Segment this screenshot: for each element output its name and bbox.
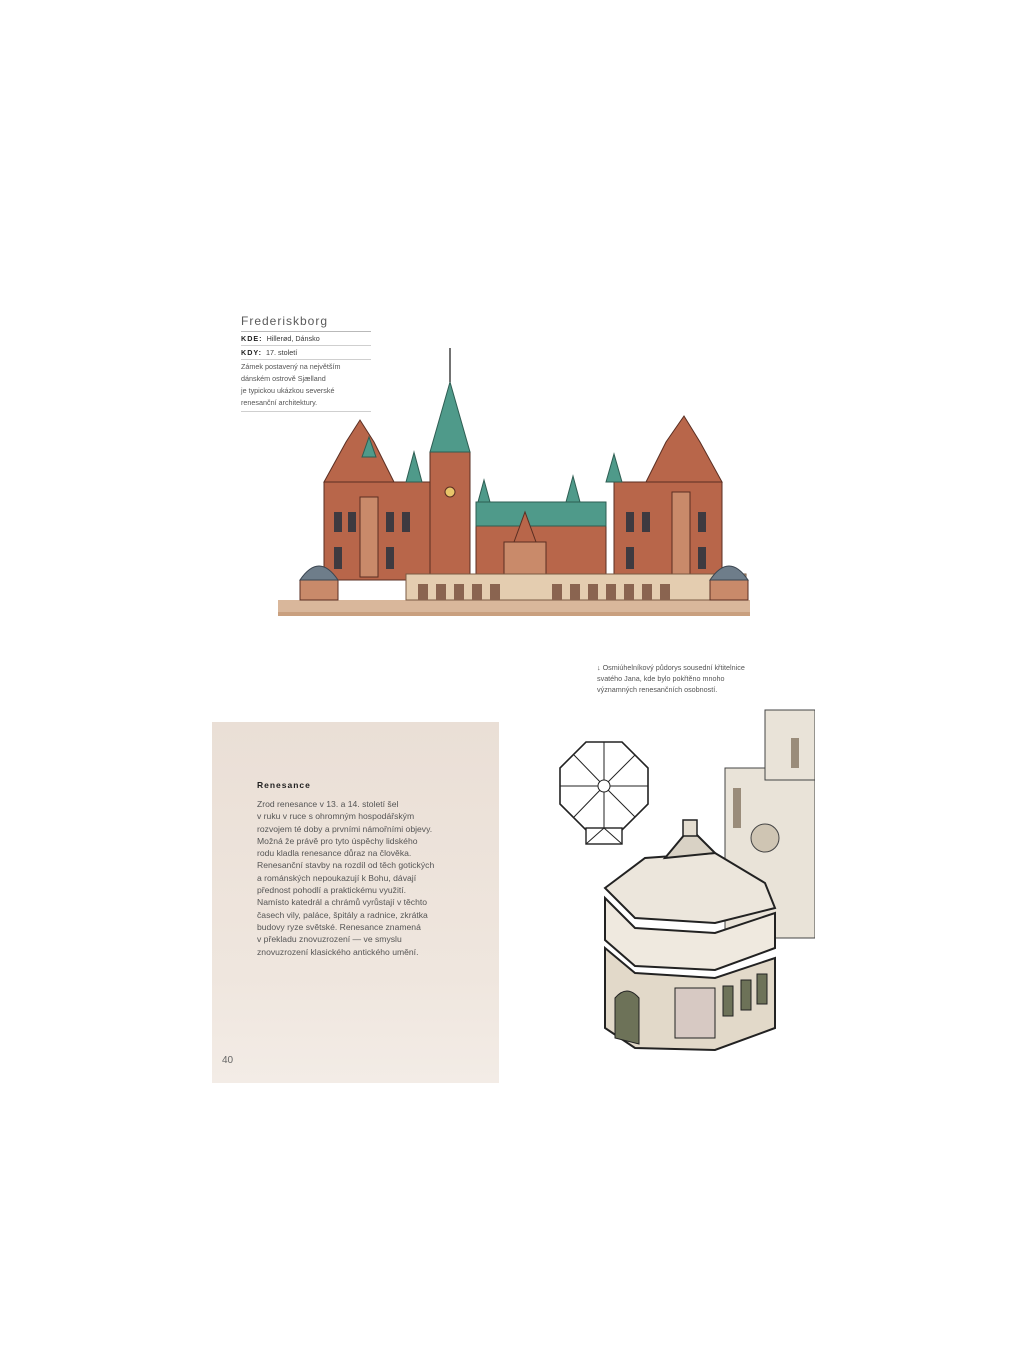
baptistery-illustration (595, 708, 815, 1058)
caption-line: významných renesančních osobností. (597, 685, 718, 694)
body-line: Možná že právě pro tyto úspěchy lidského (257, 835, 418, 846)
renaissance-panel (212, 722, 499, 1083)
body-line: Namísto katedrál a chrámů vyrůstají v těchto (257, 897, 428, 908)
where-value: Hillerød, Dánsko (266, 334, 320, 343)
section-heading: Renesance (257, 780, 311, 790)
frederiksborg-castle-illustration (276, 342, 752, 627)
page-number: 40 (222, 1055, 234, 1066)
body-line: v překladu znovuzrození — ve smyslu (257, 934, 402, 945)
section-body (257, 798, 462, 958)
description-line: dánském ostrově Sjælland (241, 374, 326, 383)
body-line: časech vily, paláce, špitály a radnice, zkrátka (257, 909, 428, 920)
body-line: rozvojem té doby a prvními námořními objevy. (257, 823, 433, 834)
description-line: je typickou ukázkou severské (241, 386, 335, 395)
when-label: KDY: (241, 348, 263, 357)
when-value: 17. století (266, 348, 298, 357)
caption-line: ↓ Osmiúhelníkový půdorys sousední křtitelnice (597, 663, 745, 672)
where-label: KDE: (241, 334, 263, 343)
body-line: Renesanční stavby na rozdíl od těch gotických (257, 860, 435, 871)
description-line: Zámek postavený na největším (241, 362, 341, 371)
body-line: v ruku v ruce s ohromným hospodářským (257, 811, 415, 822)
body-line: znovuzrození klasického antického umění. (257, 946, 419, 957)
body-line: rodu kladla renesance důraz na člověka. (257, 848, 412, 859)
building-title: Frederiskborg (241, 314, 371, 332)
description-line: renesanční architektury. (241, 398, 318, 407)
body-line: budovy ryze světské. Renesance znamená (257, 921, 421, 932)
body-line: a románských nepoukazují k Bohu, dávají (257, 872, 417, 883)
caption-line: svatého Jana, kde bylo pokřtěno mnoho (597, 674, 725, 683)
body-line: Zrod renesance v 13. a 14. století šel (257, 799, 399, 809)
body-line: přednost pohodlí a praktickému využití. (257, 885, 407, 896)
plan-caption (597, 662, 772, 695)
